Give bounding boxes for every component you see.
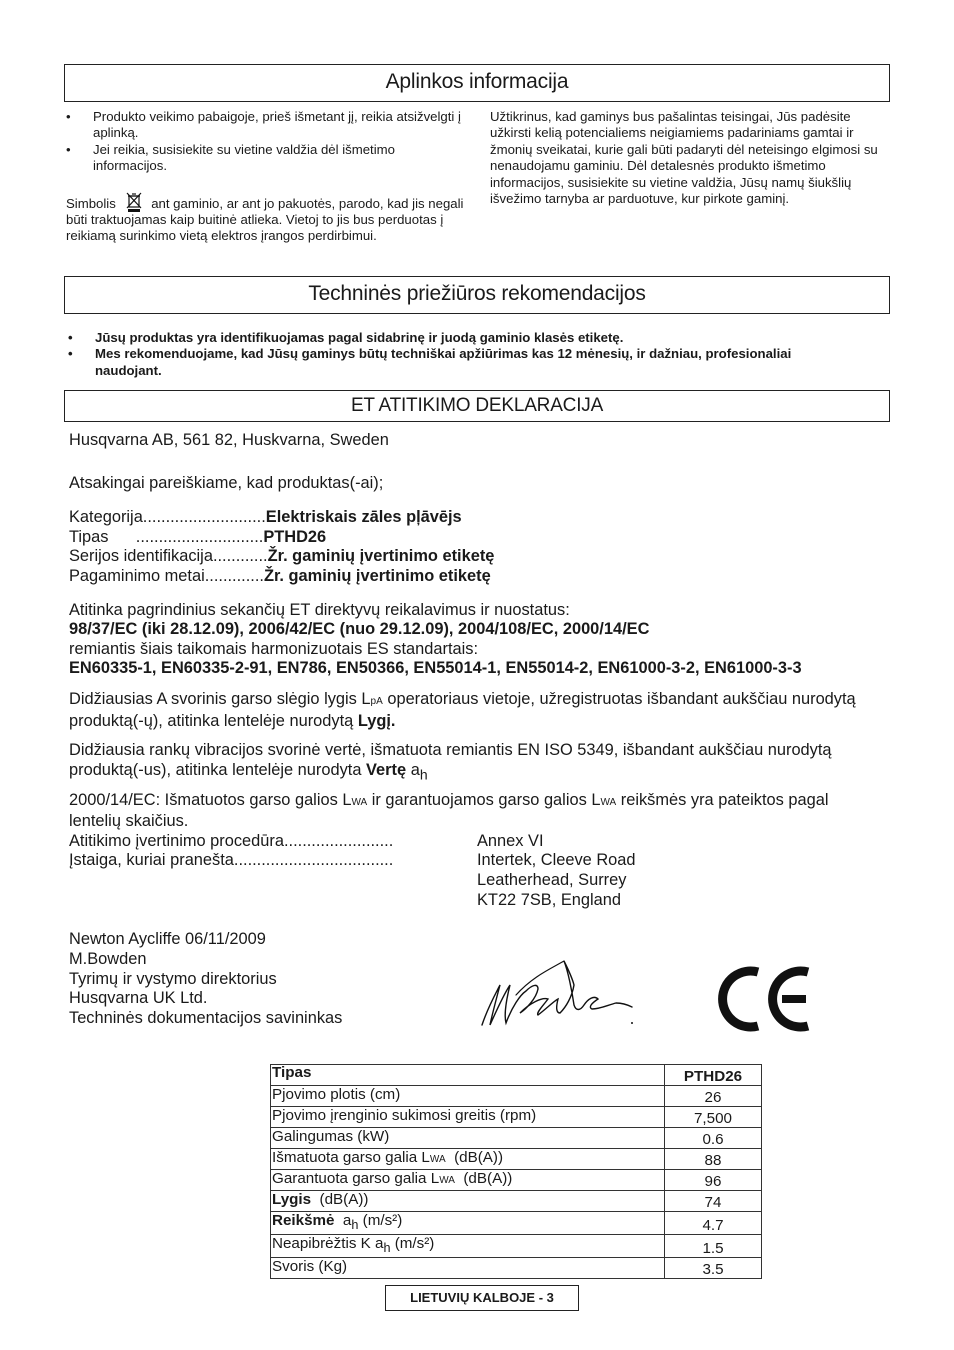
page-footer-label: LIETUVIŲ KALBOJE - 3 xyxy=(385,1285,579,1311)
field-year: Pagaminimo metai.............Žr. gaminių įvertinimo etiketę xyxy=(69,566,491,585)
table-row: Lygis (dB(A)) 74 xyxy=(271,1191,762,1212)
list-item: • Jei reikia, susisiekite su vietine valdžia dėl išmetimo informacijos. xyxy=(66,141,395,174)
environment-title: Aplinkos informacija xyxy=(385,70,569,93)
manufacturer-address: Husqvarna AB, 561 82, Huskvarna, Sweden xyxy=(69,431,389,449)
directives-list: 98/37/EC (iki 28.12.09), 2006/42/EC (nuo 29.12.09), 2004/108/EC, 2000/14/EC xyxy=(69,620,650,639)
product-fields xyxy=(69,508,869,586)
table-header-label: Tipas xyxy=(271,1065,665,1086)
list-item: • Produkto veikimo pabaigoje, prieš išmetant jį, reikia atsižvelgti į aplinką. xyxy=(66,109,461,141)
signatory-block: Newton Aycliffe 06/11/2009 M.Bowden Tyrimų ir vystymo direktorius Husqvarna UK Ltd. Techninės dokumentacijos savininkas xyxy=(69,930,343,1027)
declaration-body xyxy=(69,431,869,1028)
standards-list: EN60335-1, EN60335-2-91, EN786, EN50366, EN55014-1, EN55014-2, EN61000-3-2, EN61000-3-3 xyxy=(69,659,802,678)
table-row: Pjovimo įrenginio sukimosi greitis (rpm) 7,500 xyxy=(271,1107,762,1128)
field-category: Kategorija...........................Elektriskais zāles pļāvējs xyxy=(69,508,462,527)
symbol-paragraph: Simbolis ant gaminio, ar ant jo pakuotės, parodo, kad jis negali būti traktuojamas kaip buitinė atlieka. Vietoj to jis bus perduotas į reikiamą surinkimo vietą elektros įrangos perdirbimui. xyxy=(66,192,466,245)
table-row: Garantuota garso galia LWA (dB(A)) 96 xyxy=(271,1170,762,1191)
table-row: Išmatuota garso galia LWA (dB(A)) 88 xyxy=(271,1149,762,1170)
field-type: Tipas ............................PTHD26 xyxy=(69,527,327,546)
crossed-bin-icon xyxy=(124,192,144,212)
sound-pressure-paragraph: Didžiausias A svorinis garso slėgio lygis LpA operatoriaus vietoje, užregistruotas išbandant aukščiau nurodytą produktą(-ų), atitinka lentelėje nurodytą Lygį. xyxy=(69,689,856,730)
environment-title-box xyxy=(64,64,890,102)
directives-block: Atitinka pagrindinius sekančių ET direktyvų reikalavimus ir nuostatus: 98/37/EC (iki 28.12.09), 2006/42/EC (nuo 29.12.09), 2004/108/EC, 2000/14/EC remiantis šiais taikomais harmonizuotais ES standartais: EN60335-1, EN60335-2-91, EN786, EN50366, EN55014-1, EN55014-2, EN61000-3-2, EN61000-3-3 xyxy=(69,601,869,679)
procedure-row: Atitikimo įvertinimo procedūra........................ Annex VI xyxy=(69,831,544,850)
environment-right-column: Užtikrinus, kad gaminys bus pašalintas teisingai, Jūs padėsite užkirsti kelią potencialiems neigiamiems padariniams gamtai ir žmonių sveikatai, kurie gali būti padaryti dėl neteisingo elgimosi su nenaudojamu gaminiu. Dėl detalesnės produkto išmetimo informacijos, susisiekite su vietine valdžia, Jūsų namų šiukšlių išvežimo tarnyba ar parduotuve, kur pirkote gaminį. xyxy=(490,109,878,207)
declaration-title-box xyxy=(64,390,890,422)
notified-body-row: Įstaiga, kuriai pranešta................................... Intertek, Cleeve Road Leatherhead, Surrey KT22 7SB, England xyxy=(69,851,636,909)
noise-paragraph: 2000/14/EC: Išmatuotos garso galios LWA ir garantuojamos garso galios LWA reikšmės yra pateiktos pagal lentelių skaičius. xyxy=(69,790,829,831)
table-header-row xyxy=(271,1065,762,1086)
ce-mark-icon xyxy=(716,966,812,1032)
table-row: Galingumas (kW) 0.6 xyxy=(271,1128,762,1149)
field-serial: Serijos identifikacija............Žr. gaminių įvertinimo etiketę xyxy=(69,547,495,566)
specifications-table xyxy=(270,1064,762,1279)
table-row: Reikšmė $a_h$ (m/s²) 4.7 xyxy=(271,1212,762,1235)
maintenance-title-box xyxy=(64,276,890,314)
vibration-paragraph: Didžiausia rankų vibracijos svorinė vertė, išmatuota remiantis EN ISO 5349, išbandant aukščiau nurodytą produktą(-us), atitinka lentelėje nurodyta Vertę $a_h$ xyxy=(69,741,832,782)
list-item: • Jūsų produktas yra identifikuojamas pagal sidabrinę ir juodą gaminio klasės etiketę. xyxy=(68,330,624,345)
table-row: Neapibrėžtis K $a_h$ (m/s²) 1.5 xyxy=(271,1235,762,1258)
declaration-intro: Atsakingai pareiškiame, kad produktas(-ai); xyxy=(69,473,384,492)
maintenance-title: Techninės priežiūros rekomendacijos xyxy=(308,282,646,305)
declaration-title: ET ATITIKIMO DEKLARACIJA xyxy=(350,395,604,416)
environment-left-column xyxy=(66,109,466,245)
list-item: • Mes rekomenduojame, kad Jūsų gaminys būtų techniškai apžiūrimas kas 12 mėnesių, ir dažniau, profesionaliai naudojant. xyxy=(68,346,792,378)
table-row: Svoris (Kg) 3.5 xyxy=(271,1258,762,1279)
signature-image xyxy=(476,955,636,1030)
table-row: Pjovimo plotis (cm) 26 xyxy=(271,1086,762,1107)
maintenance-list xyxy=(68,330,848,379)
table-header-value: PTHD26 xyxy=(665,1065,762,1086)
